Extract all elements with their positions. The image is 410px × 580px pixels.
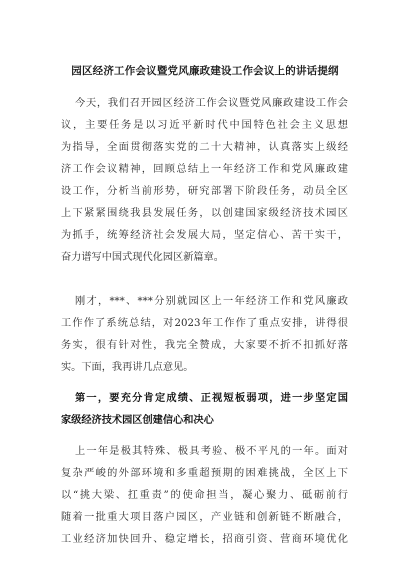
paragraph-1-line-5: 设工作，分析当前形势，研究部署下阶段任务，动员全区 [61,186,348,197]
paragraph-1-line-8: 奋力谱写中国式现代化园区新篇章。 [61,252,224,263]
paragraph-1-line-7: 为抓手，统筹经济社会发展大局，坚定信心、苦干实干， [61,230,348,241]
section-heading-line-2: 家级经济技术园区创建信心和决心 [61,414,214,426]
paragraph-2-line-2: 工作作了系统总结，对2023年工作作了重点安排，讲得很 [61,318,348,329]
paragraph-1-line-3: 为指导，全面贯彻落实党的二十大精神，认真落实上级经 [61,142,348,153]
paragraph-3-line-3: 以“挑大梁、扛重责”的使命担当，凝心聚力、砥砺前行 [61,490,348,501]
paragraph-1-line-4: 济工作会议精神，回顾总结上一年经济工作和党风廉政建 [61,164,348,175]
paragraph-1-line-2: 议，主要任务是以习近平新时代中国特色社会主义思想 [61,120,348,131]
paragraph-3-line-4: 随着一批重大项目落户园区，产业链和创新链不断融合， [61,512,348,523]
paragraph-3-line-2: 复杂严峻的外部环境和多重超预期的困难挑战，全区上下 [61,468,348,479]
paragraph-2-line-4: 实。下面，我再讲几点意见。 [61,362,194,373]
paragraph-1-line-1: 今天，我们召开园区经济工作会议暨党风廉政建设工作会 [75,98,348,109]
paragraph-3-line-1: 上一年是极其特殊、极具考验、极不平凡的一年。面对 [75,446,348,457]
paragraph-1-line-6: 上下紧紧围绕我县发展任务，以创建国家级经济技术园区 [61,208,348,219]
paragraph-2-line-3: 务实，很有针对性，我完全赞成，大家要不折不扣抓好落 [61,340,348,351]
document-title: 园区经济工作会议暨党风廉政建设工作会议上的讲话提纲 [71,65,339,77]
paragraph-3-line-5: 工业经济加快回升、稳定增长，招商引资、营商环境优化 [61,534,348,545]
section-heading-line-1: 第一，要充分肯定成绩、正视短板弱项，进一步坚定国 [75,392,348,404]
paragraph-2-line-1: 刚才，***、***分别就园区上一年经济工作和党风廉政 [75,296,348,307]
